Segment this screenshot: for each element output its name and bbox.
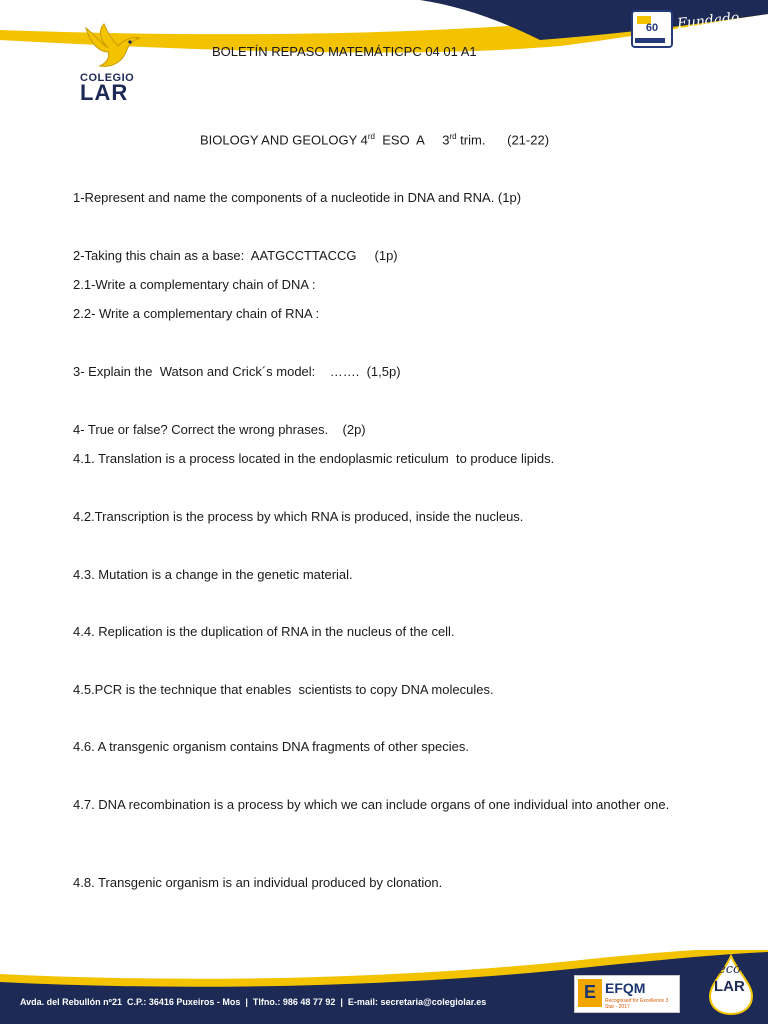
question-4-1: 4.1. Translation is a process located in the endoplasmic reticulum to produce lipids.	[73, 451, 555, 466]
efqm-subtext: Recognised for Excellence 3 Star - 2017	[605, 998, 669, 1010]
question-4-4: 4.4. Replication is the duplication of RNA in the nucleus of the cell.	[73, 624, 455, 639]
question-1: 1-Represent and name the components of a nucleotide in DNA and RNA. (1p)	[73, 190, 522, 205]
question-2-1: 2.1-Write a complementary chain of DNA :	[73, 277, 316, 292]
founded-line2: en 1968	[694, 23, 762, 50]
question-2-2: 2.2- Write a complementary chain of RNA :	[73, 306, 320, 321]
question-4-2: 4.2.Transcription is the process by which RNA is produced, inside the nucleus.	[73, 509, 524, 524]
school-name-line2: LAR	[80, 80, 129, 105]
efqm-text: EFQM	[605, 980, 646, 996]
question-4: 4- True or false? Correct the wrong phrases. (2p)	[73, 422, 366, 437]
question-4-3: 4.3. Mutation is a change in the genetic material.	[73, 567, 353, 582]
efqm-logo	[574, 975, 680, 1013]
document-title: BOLETÍN REPASO MATEMÁTICPC 04 01 A1	[212, 44, 477, 59]
founded-line1: Fundado	[676, 9, 741, 33]
eco-lar-word: LAR	[714, 978, 745, 995]
efqm-box-letter: E	[584, 982, 597, 1002]
question-4-7: 4.7. DNA recombination is a process by which we can include organs of one individual into another one.	[73, 797, 670, 812]
badge-number: 60	[645, 22, 659, 34]
footer-address: Avda. del Rebullón nº21 C.P.: 36416 Puxeiros - Mos | Tlfno.: 986 48 77 92 | E-mail: secretaria@colegiolar.es	[20, 997, 487, 1007]
subject-text: BIOLOGY AND GEOLOGY 4	[200, 132, 368, 148]
question-4-6: 4.6. A transgenic organism contains DNA fragments of other species.	[73, 739, 469, 754]
school-logo	[72, 22, 150, 104]
term-text: trim. (21-22)	[456, 132, 550, 148]
school-name-line1: COLEGIO	[80, 72, 135, 84]
anniversary-badge	[631, 10, 673, 48]
question-4-5: 4.5.PCR is the technique that enables scientists to copy DNA molecules.	[73, 682, 494, 697]
question-4-8: 4.8. Transgenic organism is an individual produced by clonation.	[73, 875, 443, 890]
group-text: ESO A 3	[375, 132, 450, 148]
question-3: 3- Explain the Watson and Crick´s model: ……. (1,5p)	[73, 364, 401, 379]
document-subheader	[200, 132, 549, 147]
question-2: 2-Taking this chain as a base: AATGCCTTACCG (1p)	[73, 248, 398, 263]
eco-word: eco	[718, 962, 741, 977]
bird-icon	[78, 22, 144, 74]
ordinal-sup-2: rd	[449, 132, 457, 141]
founded-signature	[676, 8, 761, 50]
efqm-box	[578, 979, 602, 1007]
badge-stripe	[635, 38, 665, 43]
ordinal-sup-1: rd	[367, 132, 375, 141]
eco-lar-logo	[700, 950, 762, 1020]
